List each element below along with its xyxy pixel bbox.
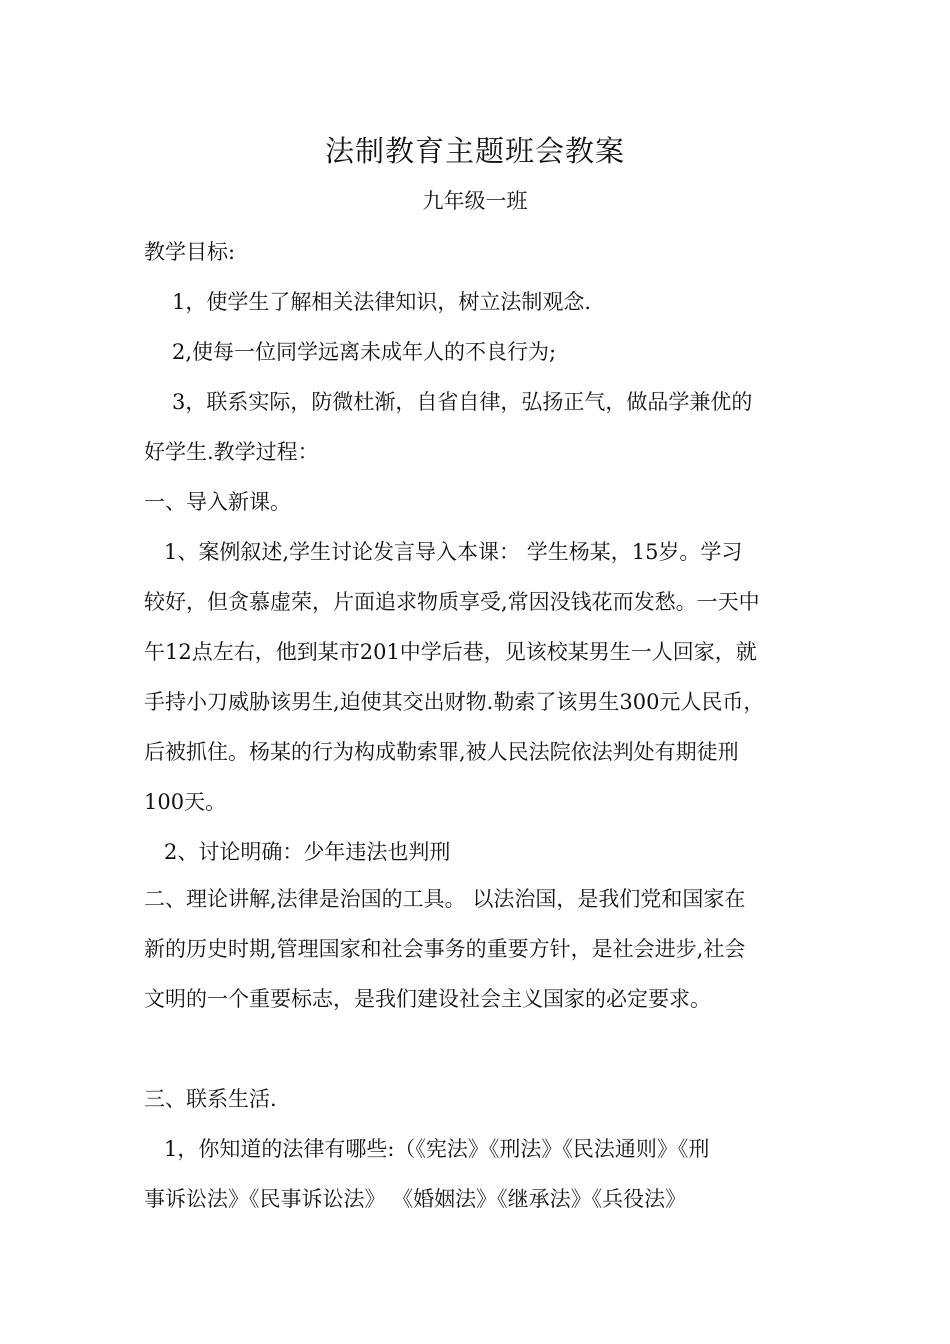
text-line: 2、讨论明确：少年违法也判刑 [164, 840, 451, 864]
text-line: 3，联系实际，防微杜渐，自省自律，弘扬正气，做品学兼优的 [172, 390, 753, 414]
text-line: 事诉讼法》《民事诉讼法》 《婚姻法》《继承法》《兵役法》 [144, 1187, 687, 1211]
document-title: 法制教育主题班会教案 [324, 134, 625, 168]
text-line: 午12点左右，他到某市201中学后巷，见该校某男生一人回家，就 [144, 640, 757, 664]
text-line: 手持小刀威胁该男生,迫使其交出财物.勒索了该男生300元人民币， [144, 690, 765, 714]
text-line: 1，使学生了解相关法律知识，树立法制观念. [172, 290, 592, 314]
section-heading: 一、导入新课。 [144, 490, 291, 514]
text-line: 新的历史时期,管理国家和社会事务的重要方针，是社会进步,社会 [144, 937, 746, 961]
text-line: 后被抓住。杨某的行为构成勒索罪,被人民法院依法判处有期徒刑 [144, 740, 739, 764]
text-line: 好学生.教学过程： [144, 440, 319, 464]
text-line: 1，你知道的法律有哪些:（《宪法》《刑法》《民法通则》《刑 [164, 1137, 710, 1161]
text-line: 文明的一个重要标志，是我们建设社会主义国家的必定要求。 [144, 987, 711, 1011]
text-line: 较好，但贪慕虚荣，片面追求物质享受,常因没钱花而发愁。一天中 [144, 590, 760, 614]
text-line: 1、案例叙述,学生讨论发言导入本课： 学生杨某，15岁。学习 [164, 540, 743, 564]
section-heading: 二、理论讲解,法律是治国的工具。 以法治国，是我们党和国家在 [144, 887, 746, 911]
text-line: 教学目标: [144, 240, 236, 264]
text-line: 2,使每一位同学远离未成年人的不良行为; [172, 340, 557, 364]
text-line: 100天。 [144, 790, 227, 814]
section-heading: 三、联系生活. [144, 1087, 277, 1111]
document-subtitle: 九年级一班 [422, 189, 528, 213]
